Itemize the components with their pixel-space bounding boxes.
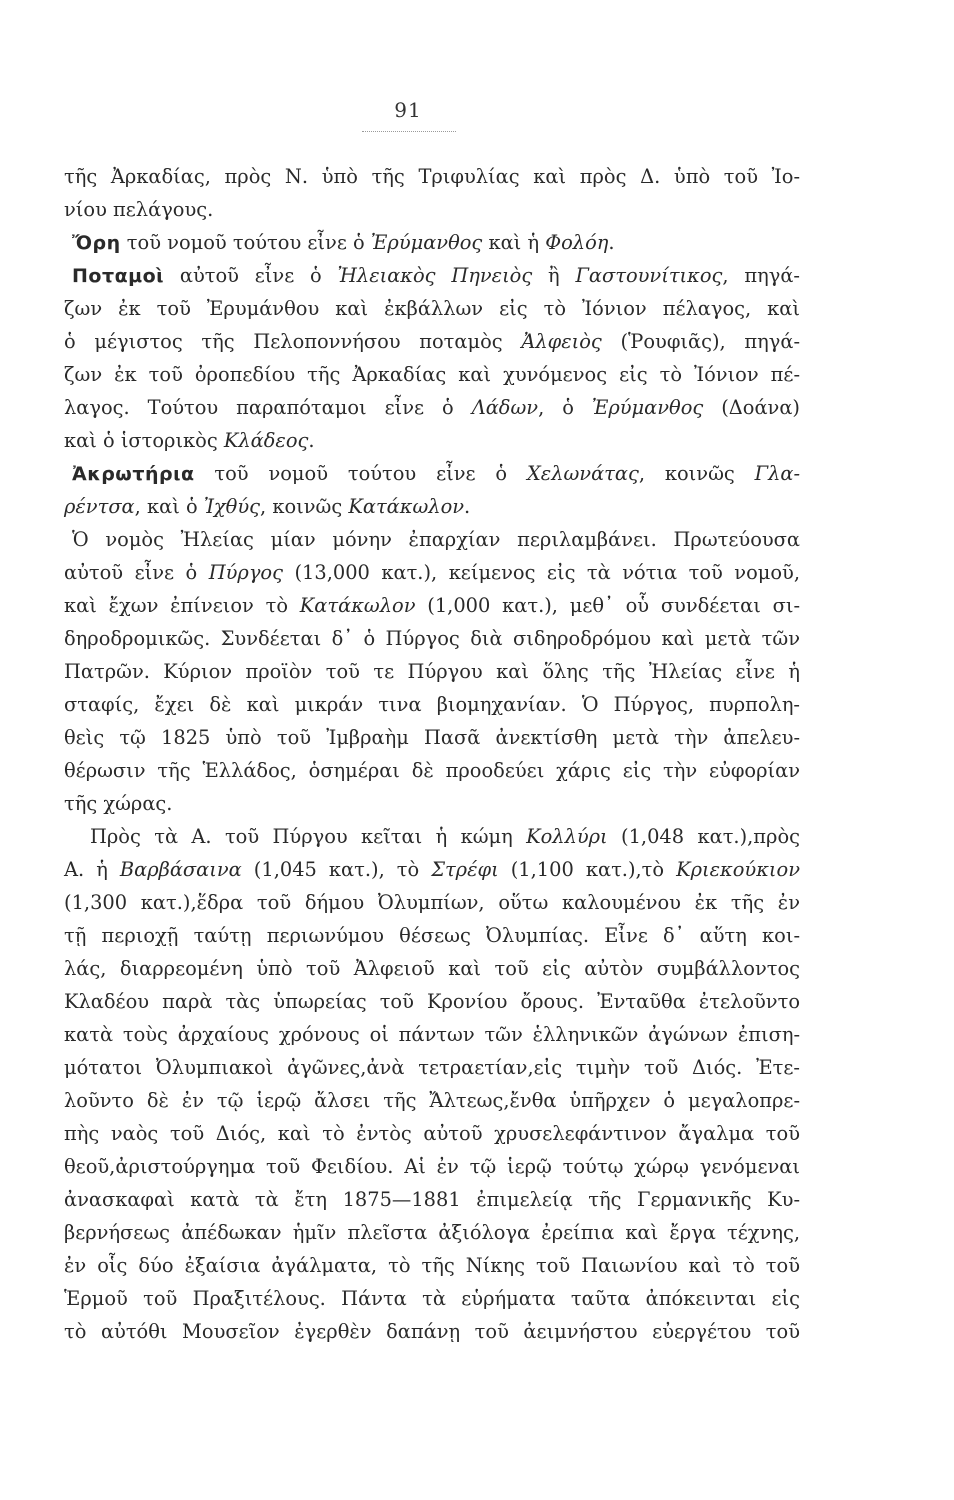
text-line: Ὄρη τοῦ νομοῦ τούτου εἶνε ὁ Ἐρύμανθος καὶ ἡ Φολόη. [72,231,615,254]
text-line: καὶ ἔχων ἐπίνειον τὸ Κατάκωλον (1,000 κατ.), μεθ᾽ οὗ συνδέεται σι- [64,594,801,617]
text-line: ζων ἐκ τοῦ Ἐρυμάνθου καὶ ἐκβάλλων εἰς τὸ Ἰόνιον πέλαγος, καὶ [64,297,800,320]
page-number: 91 [394,98,422,122]
text-line: ρέντσα, καὶ ὁ Ἰχθύς, κοινῶς Κατάκωλον. [64,495,471,518]
text-line: θέρωσιν τῆς Ἑλλάδος, ὁσημέραι δὲ προοδεύει χάρις εἰς τὴν εὐφορίαν [64,759,800,782]
text-line: λοῦντο δὲ ἐν τῷ ἱερῷ ἄλσει τῆς Ἄλτεως,ἔνθα ὑπῆρχεν ὁ μεγαλοπρε- [64,1089,800,1112]
text-line: ἀνασκαφαὶ κατὰ τὰ ἔτη 1875—1881 ἐπιμελείᾳ τῆς Γερμανικῆς Κυ- [64,1188,800,1211]
text-line: ζων ἐκ τοῦ ὀροπεδίου τῆς Ἀρκαδίας καὶ χυνόμενος εἰς τὸ Ἰόνιον πέ- [64,363,800,386]
text-line: Ὁ νομὸς Ἠλείας μίαν μόνην ἐπαρχίαν περιλαμβάνει. Πρωτεύουσα [72,528,800,551]
text-line: (1,300 κατ.),ἕδρα τοῦ δήμου Ὀλυμπίων, οὕτω καλουμένου ἐκ τῆς ἐν [64,891,800,914]
text-line: Α. ἡ Βαρβάσαινα (1,045 κατ.), τὸ Στρέφι (1,100 κατ.),τὸ Κριεκούκιον [64,858,800,881]
text-line: Κλαδέου παρὰ τὰς ὑπωρείας τοῦ Κρονίου ὄρους. Ἐνταῦθα ἐτελοῦντο [64,990,800,1013]
text-line: μότατοι Ὀλυμπιακοὶ ἀγῶνες,ἀνὰ τετραετίαν,εἰς τιμὴν τοῦ Διός. Ἐτε- [64,1056,800,1079]
text-line: Ἑρμοῦ τοῦ Πραξιτέλους. Πάντα τὰ εὑρήματα ταῦτα ἀπόκεινται εἰς [64,1287,800,1310]
text-line: τῇ περιοχῇ ταύτῃ περιωνύμου θέσεως Ὀλυμπίας. Εἶνε δ᾽ αὕτη κοι- [64,924,800,947]
text-line: βερνήσεως ἀπέδωκαν ἡμῖν πλεῖστα ἀξιόλογα ἐρείπια καὶ ἔργα τέχνης, [64,1221,800,1244]
text-line: καὶ ὁ ἱστορικὸς Κλάδεος. [64,429,315,452]
text-line: τῆς Ἀρκαδίας, πρὸς Ν. ὑπὸ τῆς Τριφυλίας καὶ πρὸς Δ. ὑπὸ τοῦ Ἰο- [64,165,800,188]
section-heading-rivers: Ποταμοὶ [72,265,165,287]
text-line: τὸ αὐτόθι Μουσεῖον ἐγερθὲν δαπάνῃ τοῦ ἀειμνήστου εὐεργέτου τοῦ [64,1320,800,1343]
text-line: τῆς χώρας. [64,792,173,815]
section-heading-mountains: Ὄρη [72,232,121,254]
body-text [64,160,800,1348]
text-line: λάς, διαρρεομένη ὑπὸ τοῦ Ἀλφειοῦ καὶ τοῦ εἰς αὐτὸν συμβάλλοντος [64,957,800,980]
text-line: πὴς ναὸς τοῦ Διός, καὶ τὸ ἐντὸς αὐτοῦ χρυσελεφάντινον ἄγαλμα τοῦ [64,1122,800,1145]
text-line: θεοῦ,ἀριστούργημα τοῦ Φειδίου. Αἱ ἐν τῷ ἱερῷ τούτῳ χώρῳ γενόμεναι [64,1155,800,1178]
text-line: ἐν οἷς δύο ἐξαίσια ἀγάλματα, τὸ τῆς Νίκης τοῦ Παιωνίου καὶ τὸ τοῦ [64,1254,800,1277]
text-line: ὁ μέγιστος τῆς Πελοποννήσου ποταμὸς Ἀλφειὸς (Ῥουφιᾶς), πηγά- [64,330,800,353]
text-line: νίου πελάγους. [64,198,214,221]
text-line: θεὶς τῷ 1825 ὑπὸ τοῦ Ἰμβραὴμ Πασᾶ ἀνεκτίσθη μετὰ τὴν ἀπελευ- [64,726,800,749]
text-line: λαγος. Τούτου παραπόταμοι εἶνε ὁ Λάδων, ὁ Ἐρύμανθος (Δοάνα) [64,396,800,419]
page-number-rule [362,131,456,132]
text-line: Πρὸς τὰ Α. τοῦ Πύργου κεῖται ἡ κώμη Κολλύρι (1,048 κατ.),πρὸς [90,825,800,848]
section-heading-capes: Ἀκρωτήρια [72,463,195,485]
text-line: Πατρῶν. Κύριον προϊὸν τοῦ τε Πύργου καὶ ὅλης τῆς Ἠλείας εἶνε ἡ [64,660,800,683]
text-line: σταφίς, ἔχει δὲ καὶ μικράν τινα βιομηχανίαν. Ὁ Πύργος, πυρπολη- [64,693,800,716]
text-line: κατὰ τοὺς ἀρχαίους χρόνους οἱ πάντων τῶν ἑλληνικῶν ἀγώνων ἐπιση- [64,1023,800,1046]
text-line: Ποταμοὶ αὐτοῦ εἶνε ὁ Ἠλειακὸς Πηνειὸς ἢ Γαστουνίτικος, πηγά- [72,264,800,287]
text-line: αὐτοῦ εἶνε ὁ Πύργος (13,000 κατ.), κείμενος εἰς τὰ νότια τοῦ νομοῦ, [64,561,801,584]
text-line: δηροδρομικῶς. Συνδέεται δ᾽ ὁ Πύργος διὰ σιδηροδρόμου καὶ μετὰ τῶν [64,627,800,650]
text-line: Ἀκρωτήρια τοῦ νομοῦ τούτου εἶνε ὁ Χελωνάτας, κοινῶς Γλα- [72,462,800,485]
